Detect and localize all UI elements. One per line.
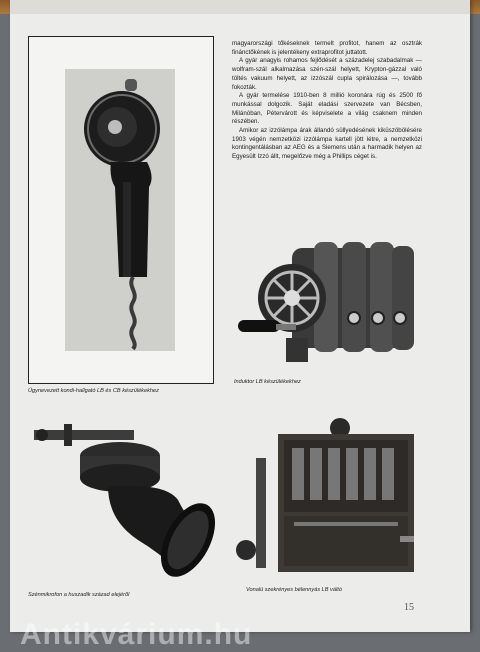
inductor-caption: Induktor LB készülékekhez [234,379,301,385]
watermark-logo: Antikvárium.hu [20,618,253,651]
page-top-edge [10,0,470,14]
page-number: 15 [404,602,414,613]
article-paragraph: magyarországi tőkéseknek termelt profitot, hanem az osztrák finánctőkének is jelentékeny extraprofitot juttatott. [232,40,422,56]
article-paragraph: Amikor az izzólámpa árak állandó süllyedésének kiküszöbölésére 1903 végén nemzetközi izzólámpa kartell jött létre, a nemzetközi kontingentálásban az AEG és a Siemens után a harmadik helyen az Egyesült Izzó állt, megelőzve még a Phillips céget is. [232,127,422,161]
article-text [232,40,422,162]
article-paragraph: A gyár anagyis rohamos fejlődését a századelej szabadalmak — wolfram-szál alkalmazása szén-szál helyett, Krypton-gázzal való töltés vakuum helyett, az izzószál cupla spirálozása —, tovább fokozták. [232,57,422,91]
microphone-horn-illustration [28,420,218,590]
handset-caption: Úgynevezett kondi-hallgató LB és CB készülékekhez [28,388,159,394]
handset-photo-frame [28,36,214,384]
microphone-caption: Szénmikrofon a huszadik század elejéről [28,592,130,598]
inductor-illustration [232,228,422,378]
article-paragraph: A gyár termelése 1910-ben 8 millió koronára rúg és 2500 fő munkással dolgozik. Saját eladási szervezete van Bécsben, Milánóban, Pétervárott és képviselete a világ csaknem minden részében. [232,92,422,126]
telephone-handset-illustration [29,37,213,383]
switchboard-illustration [234,418,414,578]
switchboard-caption: Vonalú szekrényes bélennyás LB váltó [246,587,342,593]
